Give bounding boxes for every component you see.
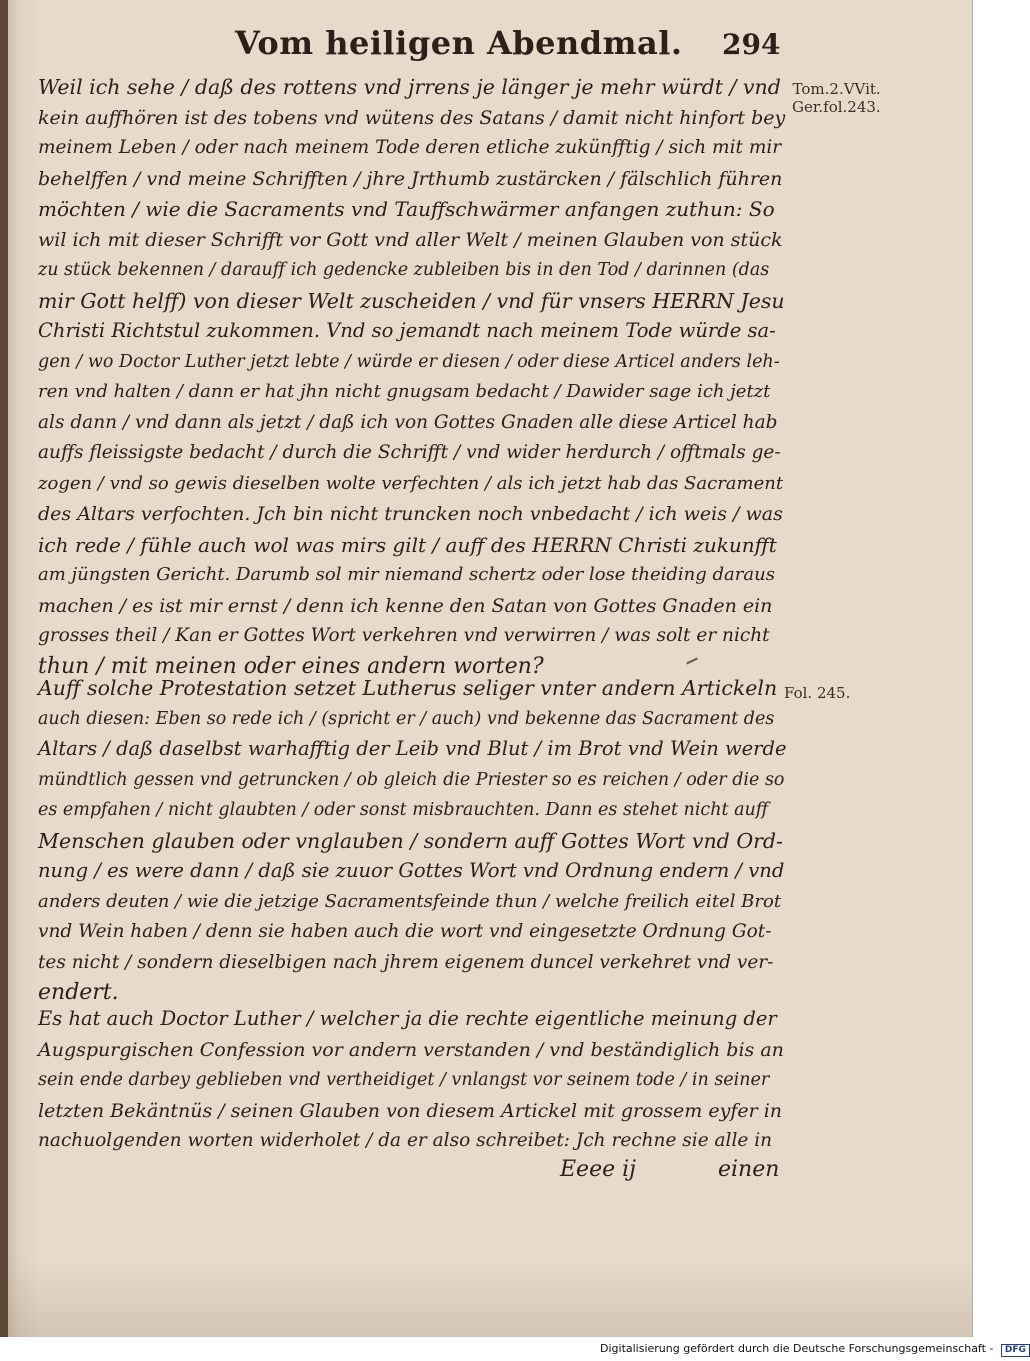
text-line: Altars / daß daselbst warhafftig der Leib vnd Blut / im Brot vnd Wein werde <box>38 737 787 760</box>
text-line: mir Gott helff) von dieser Welt zuscheiden / vnd für vnsers HERRN Jesu <box>38 288 785 313</box>
signature-mark: Eeee ij <box>560 1157 636 1182</box>
binding-edge <box>0 0 8 1337</box>
text-line: auffs fleissigste bedacht / durch die Schrifft / vnd wider herdurch / offtmals ge- <box>38 442 781 463</box>
text-line: gen / wo Doctor Luther jetzt lebte / würde er diesen / oder diese Articel anders leh- <box>38 351 780 372</box>
text-line: meinem Leben / oder nach meinem Tode deren etliche zukünfftig / sich mit mir <box>38 137 782 158</box>
catchword: einen <box>718 1157 780 1182</box>
text-line: es empfahen / nicht glaubten / oder sonst misbrauchten. Dann es stehet nicht auff <box>38 800 769 820</box>
running-title: Vom heiligen Abendmal. <box>235 24 683 62</box>
text-line: behelffen / vnd meine Schrifften / jhre Jrthumb zustärcken / fälschlich führen <box>38 167 783 190</box>
text-line: Augspurgischen Confession vor andern verstanden / vnd beständiglich bis an <box>38 1038 784 1061</box>
margin-note-line: Ger.fol.243. <box>792 98 881 116</box>
text-line: auch diesen: Eben so rede ich / (spricht er / auch) vnd bekenne das Sacrament des <box>38 708 775 729</box>
paragraph <box>38 1004 788 1157</box>
text-line: endert. <box>38 980 119 1005</box>
text-line: zogen / vnd so gewis dieselben wolte verfechten / als ich jetzt hab das Sacrament <box>38 472 784 494</box>
text-line: Auff solche Protestation setzet Lutherus seliger vnter andern Artickeln <box>38 676 778 700</box>
digitization-credit <box>600 1342 1026 1357</box>
text-line: zu stück bekennen / darauff ich gedencke zubleiben bis in den Tod / darinnen (das <box>38 260 770 280</box>
text-line: grosses theil / Kan er Gottes Wort verkehren vnd verwirren / was solt er nicht <box>38 625 770 646</box>
text-line: thun / mit meinen oder eines andern worten? <box>38 653 544 679</box>
credit-text: Digitalisierung gefördert durch die Deutsche Forschungsgemeinschaft - <box>600 1342 994 1355</box>
text-line: möchten / wie die Sacraments vnd Tauffschwärmer anfangen zuthun: So <box>38 197 775 221</box>
text-line: am jüngsten Gericht. Darumb sol mir niemand schertz oder lose theiding daraus <box>38 564 775 585</box>
text-line: mündtlich gessen vnd getruncken / ob gleich die Priester so es reichen / oder die so <box>38 769 785 790</box>
text-line: nung / es were dann / daß sie zuuor Gottes Wort vnd Ordnung endern / vnd <box>38 859 785 882</box>
paragraph <box>38 673 788 1009</box>
text-line: machen / es ist mir ernst / denn ich kenne den Satan von Gottes Gnaden ein <box>38 594 773 617</box>
paragraph <box>38 72 788 682</box>
text-line: wil ich mit dieser Schrifft vor Gott vnd aller Welt / meinen Glauben von stück <box>38 228 783 251</box>
margin-note <box>792 80 881 116</box>
margin-note-line: Fol. 245. <box>784 684 851 702</box>
text-line: ich rede / fühle auch wol was mirs gilt / auff des HERRN Christi zukunfft <box>38 532 777 557</box>
dfg-logo: DFG <box>1001 1344 1030 1357</box>
text-line: Weil ich sehe / daß des rottens vnd jrrens je länger je mehr würdt / vnd <box>38 75 781 99</box>
text-line: nachuolgenden worten widerholet / da er also schreibet: Jch rechne sie alle in <box>38 1130 773 1151</box>
text-line: Christi Richtstul zukommen. Vnd so jemandt nach meinem Tode würde sa- <box>38 319 776 342</box>
margin-note <box>784 684 850 702</box>
page-number: 294 <box>722 28 781 61</box>
text-line: des Altars verfochten. Jch bin nicht truncken noch vnbedacht / ich weis / was <box>38 503 783 525</box>
text-line: sein ende darbey geblieben vnd vertheidiget / vnlangst vor seinem tode / in seiner <box>38 1070 770 1090</box>
text-line: tes nicht / sondern dieselbigen nach jhrem eigenem duncel verkehret vnd ver- <box>38 951 774 973</box>
margin-note-line: Tom.2.VVit. <box>792 80 881 98</box>
text-line: vnd Wein haben / denn sie haben auch die wort vnd eingesetzte Ordnung Got- <box>38 921 772 942</box>
text-line: anders deuten / wie die jetzige Sacramentsfeinde thun / welche freilich eitel Brot <box>38 890 782 912</box>
text-line: als dann / vnd dann als jetzt / daß ich von Gottes Gnaden alle diese Articel hab <box>38 411 778 433</box>
text-line: kein auffhören ist des tobens vnd wütens des Satans / damit nicht hinfort bey <box>38 106 786 129</box>
text-line: ren vnd halten / dann er hat jhn nicht gnugsam bedacht / Dawider sage ich jetzt <box>38 381 771 402</box>
text-line: Es hat auch Doctor Luther / welcher ja die rechte eigentliche meinung der <box>38 1007 777 1030</box>
text-line: Menschen glauben oder vnglauben / sondern auff Gottes Wort vnd Ord- <box>38 828 783 853</box>
text-line: letzten Bekäntnüs / seinen Glauben von diesem Artickel mit grossem eyfer in <box>38 1099 783 1122</box>
